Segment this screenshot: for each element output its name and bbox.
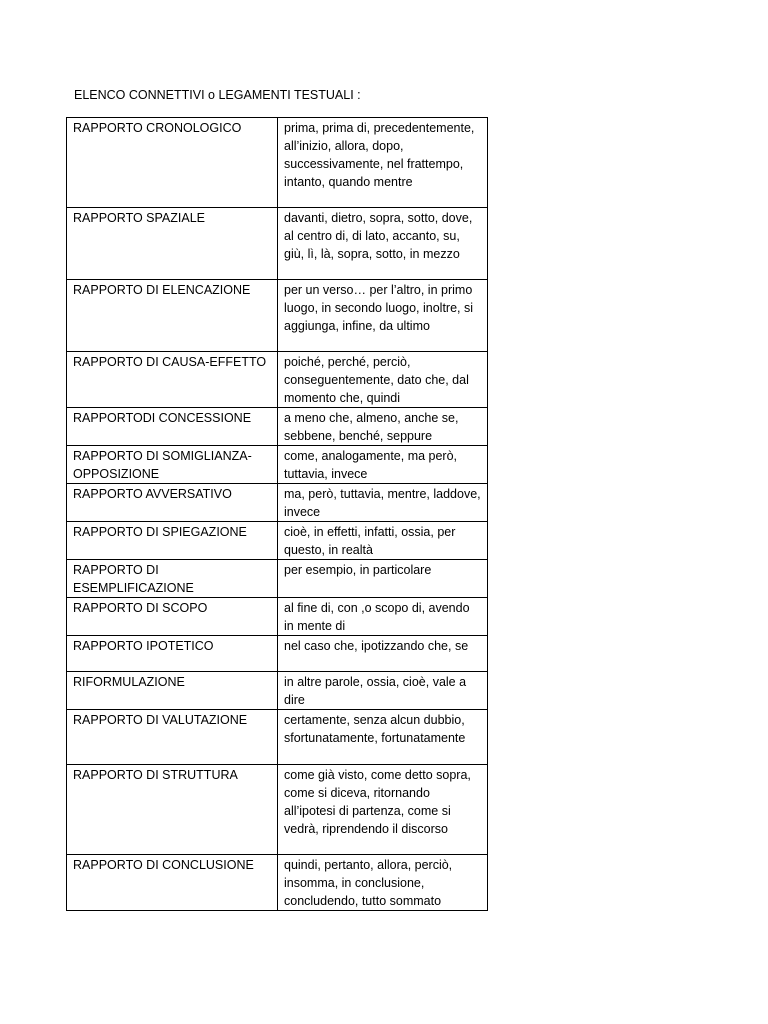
table-row: [67, 598, 488, 636]
table-row: [67, 765, 488, 855]
connectives-table: [66, 117, 488, 911]
relation-type-cell: RAPPORTO DI SPIEGAZIONE: [67, 522, 278, 560]
relation-type-cell: RAPPORTO DI ELENCAZIONE: [67, 280, 278, 352]
document-title: ELENCO CONNETTIVI o LEGAMENTI TESTUALI :: [74, 88, 361, 102]
connectives-cell: ma, però, tuttavia, mentre, laddove, invece: [278, 484, 488, 522]
table-row: [67, 408, 488, 446]
connectives-cell: davanti, dietro, sopra, sotto, dove, al centro di, di lato, accanto, su, giù, lì, là, sopra, sotto, in mezzo: [278, 208, 488, 280]
table-row: [67, 710, 488, 765]
relation-type-cell: RAPPORTO DI STRUTTURA: [67, 765, 278, 855]
table-row: [67, 672, 488, 710]
relation-type-cell: RAPPORTO DI ESEMPLIFICAZIONE: [67, 560, 278, 598]
relation-type-cell: RAPPORTO AVVERSATIVO: [67, 484, 278, 522]
connectives-cell: per un verso… per l’altro, in primo luogo, in secondo luogo, inoltre, si aggiunga, infine, da ultimo: [278, 280, 488, 352]
connectives-cell: come, analogamente, ma però, tuttavia, invece: [278, 446, 488, 484]
relation-type-cell: RAPPORTO SPAZIALE: [67, 208, 278, 280]
relation-type-cell: RAPPORTO DI VALUTAZIONE: [67, 710, 278, 765]
connectives-cell: quindi, pertanto, allora, perciò, insomma, in conclusione, concludendo, tutto sommato: [278, 855, 488, 911]
table-row: [67, 118, 488, 208]
relation-type-cell: RIFORMULAZIONE: [67, 672, 278, 710]
connectives-cell: prima, prima di, precedentemente, all’inizio, allora, dopo, successivamente, nel frattempo, intanto, quando mentre: [278, 118, 488, 208]
connectives-cell: come già visto, come detto sopra, come si diceva, ritornando all’ipotesi di partenza, come si vedrà, riprendendo il discorso: [278, 765, 488, 855]
table-row: [67, 855, 488, 911]
table-row: [67, 636, 488, 672]
connectives-cell: a meno che, almeno, anche se, sebbene, benché, seppure: [278, 408, 488, 446]
connectives-cell: al fine di, con ,o scopo di, avendo in mente di: [278, 598, 488, 636]
relation-type-cell: RAPPORTO DI CAUSA-EFFETTO: [67, 352, 278, 408]
connectives-cell: in altre parole, ossia, cioè, vale a dire: [278, 672, 488, 710]
relation-type-cell: RAPPORTODI CONCESSIONE: [67, 408, 278, 446]
table-row: [67, 280, 488, 352]
relation-type-cell: RAPPORTO DI SCOPO: [67, 598, 278, 636]
table-row: [67, 560, 488, 598]
connectives-cell: poiché, perché, perciò, conseguentemente, dato che, dal momento che, quindi: [278, 352, 488, 408]
table-row: [67, 208, 488, 280]
connectives-cell: nel caso che, ipotizzando che, se: [278, 636, 488, 672]
relation-type-cell: RAPPORTO CRONOLOGICO: [67, 118, 278, 208]
table-row: [67, 484, 488, 522]
table-row: [67, 522, 488, 560]
relation-type-cell: RAPPORTO DI CONCLUSIONE: [67, 855, 278, 911]
connectives-cell: certamente, senza alcun dubbio, sfortunatamente, fortunatamente: [278, 710, 488, 765]
connectives-cell: per esempio, in particolare: [278, 560, 488, 598]
table-row: [67, 352, 488, 408]
connectives-cell: cioè, in effetti, infatti, ossia, per questo, in realtà: [278, 522, 488, 560]
table-row: [67, 446, 488, 484]
relation-type-cell: RAPPORTO IPOTETICO: [67, 636, 278, 672]
relation-type-cell: RAPPORTO DI SOMIGLIANZA-OPPOSIZIONE: [67, 446, 278, 484]
